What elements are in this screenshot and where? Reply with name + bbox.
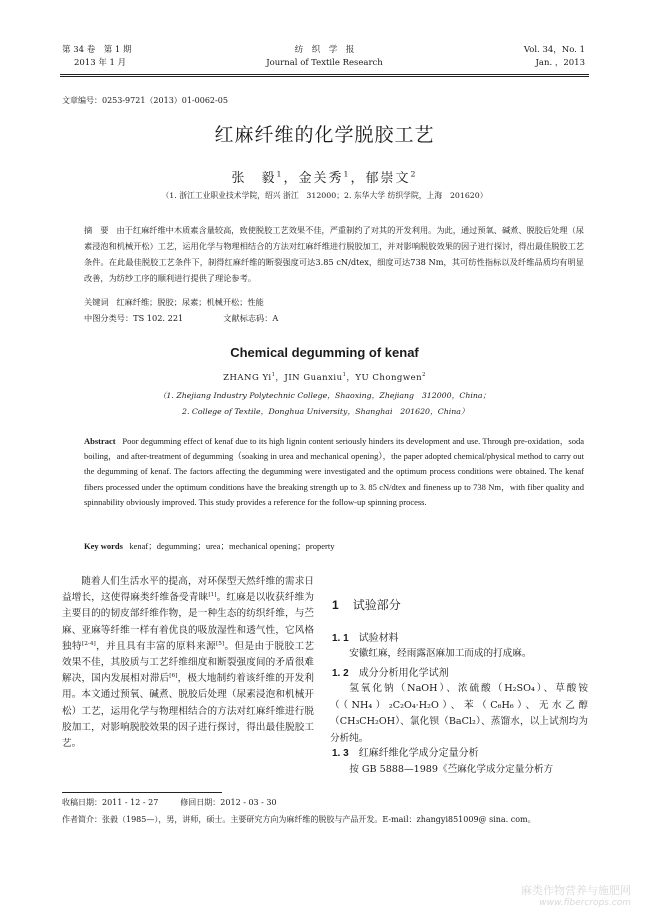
footnote-rule [62, 792, 222, 793]
author-name: ZHANG Yi [223, 373, 272, 383]
document-code: 文献标志码：A [223, 313, 279, 323]
affiliation-en-2: 2. College of Textile，Donghua University，Shanghai 201620，China） [182, 407, 469, 416]
section-number: 1 [332, 598, 339, 612]
subsection-text-1-1 [330, 646, 588, 663]
section-title: 试验部分 [352, 598, 401, 612]
intro-text: 。红麻是以收获纤维为主要目的的韧皮部纤维作物，是一种生态的纺织纤维，与苎麻、亚麻等纤维一样有着优良的吸放湿性和透气性，它风格独特 [62, 592, 315, 652]
author-name: 金关秀 [298, 171, 344, 186]
journal-name-cn: 纺 织 学 报 [294, 45, 355, 55]
keywords-label-cn: 关键词 [84, 297, 109, 307]
paper-title-en: Chemical degumming of kenaf [230, 345, 419, 360]
citation-ref: [1] [208, 592, 217, 599]
intro-text: 。但是由于脱胶工艺效果不佳，其胶质与工艺纤维细度和断裂强度间的矛盾很难解决，国内发展相对滞后 [62, 640, 315, 685]
affiliation-mark: 1 [276, 169, 284, 179]
keywords-label-en: Key words [84, 541, 123, 551]
abstract-text-en: Poor degumming effect of kenaf due to its high lignin content seriously hinders its development and use. Through pre-oxidation，soda boiling，and after-treatment of degumming（soaking in urea and mechanical opening），the paper adopted chemical/physical method to carry out the degumming of kenaf. The factors affecting the degumming were investigated and the optimum process conditions were obtained. The kenaf fibers processed under the optimum conditions have the breaking strength up to 3. 85 cN/dtex and fineness up to 738 Nm，with fiber quality and spinnability obviously improved. This study provides a reference for the follow-up spinning process. [84, 436, 585, 507]
volume-issue-en: Vol. 34，No. 1 [523, 45, 585, 55]
keywords-text-cn: 红麻纤维；脱胶；尿素；机械开松；性能 [116, 297, 264, 307]
affiliation-mark: 1 [342, 372, 347, 379]
clc-number: 中图分类号：TS 102. 221 [84, 313, 184, 323]
subsection-number: 1. 1 [332, 633, 349, 644]
keywords-text-en: kenaf；degumming；urea；mechanical opening；property [129, 541, 335, 551]
affiliation-cn: （1. 浙江工业职业技术学院，绍兴 浙江 312000；2. 东华大学 纺织学院，上海 201620） [161, 191, 488, 200]
classification-cn [84, 313, 278, 324]
separator: ， [346, 373, 356, 383]
article-number: 文章编号：0253-9721（2013）01-0062-05 [62, 96, 228, 105]
keywords-en [84, 540, 334, 552]
subsection-number: 1. 3 [332, 748, 349, 759]
author-name: 张 毅 [231, 171, 277, 186]
intro-text: ，并且具有丰富的原料来源 [95, 640, 216, 652]
volume-issue: 第 34 卷 第 1 期 [62, 45, 132, 55]
author-list-cn [0, 167, 649, 186]
affiliation-mark: 2 [410, 169, 418, 179]
intro-paragraph [62, 574, 314, 752]
intro-text: 随着人们生活水平的提高，对环保型天然纤维的需求日益增长，这使得麻类纤维备受青睐 [62, 576, 314, 604]
subsection-number: 1. 2 [332, 668, 349, 679]
footnote-dates [62, 797, 277, 808]
journal-volume-info-en [524, 44, 585, 70]
subsection-title: 成分分析用化学试剂 [358, 668, 449, 679]
abstract-text-cn: 由于红麻纤维中木质素含量较高，致使脱胶工艺效果不佳，严重制约了对其的开发利用。为此，通过预氧、碱煮、脱胶后处理（尿素浸泡和机械开松）工艺，运用化学与物理相结合的方法对红麻纤维进行脱胶加工，并对影响脱胶效果的因子进行探讨，得出最佳脱胶工艺条件。在此最佳脱胶工艺条件下，制得红麻纤维的断裂强度可达3.85 cN/dtex，细度可达738 Nm，其可纺性指标以及纤维品质均有明显改善，为纺纱工序的顺利进行提供了理论参考。 [84, 225, 584, 283]
intro-text: ，极大地制约着该纤维的开发利用。本文通过预氧、碱煮、脱胶后处理（尿素浸泡和机械开松）工艺，运用化学与物理相结合的方法对红麻纤维进行脱胶加工，对影响脱胶效果的因子进行探讨，得出最佳脱胶工艺。 [62, 673, 315, 750]
header-rule-thin [60, 76, 589, 77]
watermark [521, 882, 631, 908]
abstract-cn [84, 222, 584, 286]
citation-ref: [5] [215, 640, 225, 647]
keywords-cn [84, 297, 264, 308]
paragraph: 氢氧化钠（NaOH）、浓硫酸（H₂SO₄）、草酸铵（（NH₄）₂C₂O₄·H₂O）、苯（C₆H₆）、无水乙醇（CH₃CH₂OH）、氯化钡（BaCl₂）、蒸馏水，以上试剂均为分析纯。 [330, 683, 588, 744]
section-heading-1 [332, 596, 401, 613]
separator: ， [275, 373, 285, 383]
paragraph: 安徽红麻，经雨露沤麻加工而成的打成麻。 [349, 648, 532, 659]
affiliation-mark: 2 [422, 372, 426, 379]
subsection-heading-1-2 [332, 664, 449, 679]
separator: ， [350, 171, 366, 186]
watermark-url: www.fibercrops.com [539, 898, 631, 908]
watermark-text: 麻类作物营养与施肥网 [521, 884, 631, 897]
subsection-title: 红麻纤维化学成分定量分析 [358, 748, 479, 759]
affiliation-mark: 1 [271, 372, 276, 379]
received-date: 收稿日期：2011 - 12 - 27 [62, 798, 159, 807]
intro-column [62, 574, 314, 752]
footnote-author-bio: 作者简介：张毅（1985—），男，讲师，硕士。主要研究方向为麻纤维的脱胶与产品开发。E-mail：zhangyi851009@ sina. com。 [62, 815, 536, 824]
citation-ref: [6] [169, 673, 178, 680]
affiliation-en-1: （1. Zhejiang Industry Polytechnic College，Shaoxing，Zhejiang 312000，China； [158, 391, 491, 400]
abstract-label-cn: 摘 要 [84, 225, 109, 235]
abstract-label-en: Abstract [84, 436, 116, 446]
subsection-heading-1-3 [332, 744, 479, 759]
subsection-text-1-2 [330, 681, 588, 747]
author-list-en [0, 371, 649, 383]
paper-title-cn: 红麻纤维的化学脱胶工艺 [214, 124, 435, 146]
citation-ref: [2-4] [81, 640, 96, 647]
header-rule [60, 74, 589, 75]
subsection-heading-1-1 [332, 629, 399, 644]
revised-date: 修回日期：2012 - 03 - 30 [180, 798, 277, 807]
subsection-text-1-3 [330, 762, 588, 779]
affiliation-mark: 1 [343, 169, 351, 179]
issue-date: 2013 年 1 月 [74, 58, 127, 68]
issue-date-en: Jan. ，2013 [535, 58, 585, 68]
abstract-en [84, 434, 584, 510]
journal-name-en: Journal of Textile Research [266, 58, 383, 68]
subsection-title: 试验材料 [358, 633, 399, 644]
author-name: YU Chongwen [355, 373, 423, 383]
paragraph: 按 GB 5888—1989《苎麻化学成分定量分析方 [349, 764, 554, 775]
author-name: JIN Guanxiu [284, 373, 343, 383]
separator: ， [283, 171, 299, 186]
author-name: 郁崇文 [365, 171, 411, 186]
